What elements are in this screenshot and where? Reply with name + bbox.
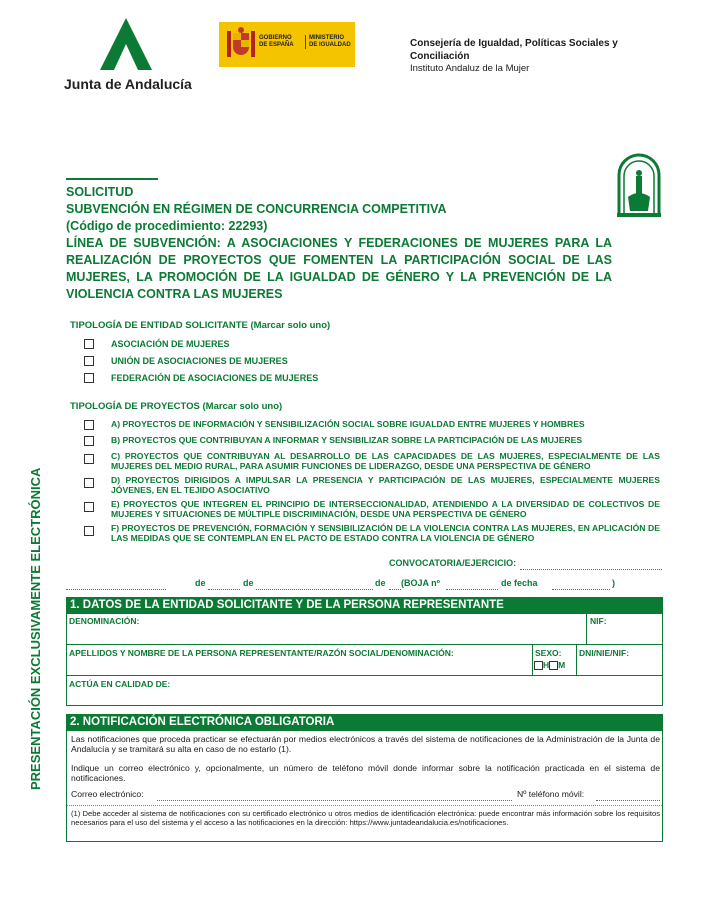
denominacion-input[interactable] — [67, 626, 584, 644]
correo-input[interactable] — [157, 791, 512, 801]
boja-field[interactable] — [446, 580, 498, 590]
checkbox-proyecto-f[interactable] — [84, 526, 94, 536]
de-label-3: de — [375, 578, 386, 588]
fecha-field[interactable] — [552, 580, 610, 590]
sexo-h-label: H — [543, 660, 550, 670]
gobierno-espana-logo — [219, 22, 355, 67]
junta-de-andalucia-logo — [64, 18, 192, 98]
dni-input[interactable] — [578, 659, 662, 675]
option-proyecto-f: F) PROYECTOS DE PREVENCIÓN, FORMACIÓN Y SENSIBILIZACIÓN DE LA VIOLENCIA CONTRA LAS MUJERES, EN APLICACIÓN DE LAS MEDIDAS QUE SE CONTEMPLAN EN EL PACTO DE ESTADO CONTRA LA VIOLENCIA DE GÉNERO — [111, 523, 660, 543]
checkbox-asociacion[interactable] — [84, 339, 94, 349]
close-paren: ) — [612, 578, 615, 588]
checkbox-union[interactable] — [84, 356, 94, 366]
option-proyecto-d: D) PROYECTOS DIRIGIDOS A IMPULSAR LA PRESENCIA Y PARTICIPACIÓN DE LAS MUJERES, ESPECIALMENTE MUJERES JÓVENES, EN EL TEJIDO ASOCIATIVO — [111, 475, 660, 495]
title-linea-1: LÍNEA DE SUBVENCIÓN: A ASOCIACIONES Y FEDERACIONES DE MUJERES PARA LA — [66, 236, 612, 250]
apellidos-input[interactable] — [67, 659, 532, 675]
divider — [576, 645, 577, 675]
proyectos-heading: TIPOLOGÍA DE PROYECTOS (Marcar solo uno) — [70, 401, 283, 412]
checkbox-proyecto-a[interactable] — [84, 420, 94, 430]
fecha-label: de fecha — [501, 578, 538, 588]
title-subvencion: SUBVENCIÓN EN RÉGIMEN DE CONCURRENCIA COMPETITIVA — [66, 202, 447, 216]
telefono-input[interactable] — [596, 791, 660, 801]
boja-label: (BOJA nº — [401, 578, 440, 588]
coat-of-arms-icon — [225, 27, 257, 62]
junta-name: Junta de Andalucía — [64, 76, 192, 92]
junta-a-icon — [100, 18, 152, 70]
title-codigo: (Código de procedimiento: 22293) — [66, 219, 268, 233]
divider — [532, 645, 533, 675]
sexo-label: SEXO: — [535, 648, 562, 658]
notificacion-text-1: Las notificaciones que proceda practicar se efectuarán por medios electrónicos a través del sistema de notificaciones de la Administración de la Junta de Andalucía y se tramitará su alta en caso de no estarlo (1). — [71, 734, 660, 754]
checkbox-proyecto-b[interactable] — [84, 436, 94, 446]
option-proyecto-a: A) PROYECTOS DE INFORMACIÓN Y SENSIBILIZACIÓN SOCIAL SOBRE IGUALDAD ENTRE MUJERES Y HOMBRES — [111, 419, 585, 429]
footnote: (1) Debe acceder al sistema de notificaciones con su certificado electrónico u otros medios de identificación electrónica: puede encontrar más información sobre los requisitos necesarios para el uso del sistema y el acceso a las notificaciones en la dirección: https://www.juntadeandalucia.es/notificaciones. — [71, 809, 660, 827]
title-linea-4: VIOLENCIA CONTRA LAS MUJERES — [66, 287, 283, 301]
option-proyecto-c: C) PROYECTOS QUE CONTRIBUYAN AL DESARROLLO DE LAS CAPACIDADES DE LAS MUJERES, ESPECIALMENTE DE LAS MUJERES DEL MEDIO RURAL, PARA ASUMIR FUNCIONES DE LIDERAZGO, DESDE UNA PERSPECTIVA DE GÉNERO — [111, 451, 660, 471]
actua-input[interactable] — [67, 689, 662, 705]
convocatoria-field-3[interactable] — [256, 580, 373, 590]
de-label-2: de — [243, 578, 254, 588]
option-union: UNIÓN DE ASOCIACIONES DE MUJERES — [111, 356, 288, 366]
representante-row — [66, 644, 663, 676]
option-proyecto-e: E) PROYECTOS QUE INTEGREN EL PRINCIPIO DE INTERSECCIONALIDAD, ATENDIENDO A LA DIVERSIDAD DE COLECTIVOS DE MUJERES Y SITUACIONES DE MÚLTIPLE DISCRIMINACIÓN, DESDE UNA PERSPECTIVA DE GÉNERO — [111, 499, 660, 519]
checkbox-federacion[interactable] — [84, 373, 94, 383]
checkbox-proyecto-e[interactable] — [84, 502, 94, 512]
title-solicitud: SOLICITUD — [66, 185, 134, 199]
andalucia-emblem-icon — [615, 153, 663, 219]
de-label-1: de — [195, 578, 206, 588]
consejeria-name: Consejería de Igualdad, Políticas Sociales y Conciliación — [410, 38, 618, 62]
convocatoria-field[interactable] — [520, 560, 662, 570]
sexo-m-label: M — [558, 660, 566, 670]
section-2-title: 2. NOTIFICACIÓN ELECTRÓNICA OBLIGATORIA — [66, 714, 663, 730]
convocatoria-field-1[interactable] — [66, 580, 166, 590]
entidad-heading: TIPOLOGÍA DE ENTIDAD SOLICITANTE (Marcar solo uno) — [70, 320, 331, 331]
nif-input[interactable] — [588, 626, 662, 644]
presentation-notice: PRESENTACIÓN EXCLUSIVAMENTE ELECTRÓNICA — [28, 467, 43, 790]
notificacion-text-2: Indique un correo electrónico y, opcionalmente, un número de teléfono móvil donde informar sobre la notificación practicada en el sistema de notificaciones. — [71, 763, 660, 783]
title-linea-2: REALIZACIÓN DE PROYECTOS QUE FOMENTEN LA PARTICIPACIÓN SOCIAL DE LAS — [66, 253, 612, 267]
title-rule — [66, 178, 158, 180]
divider — [67, 805, 662, 806]
correo-label: Correo electrónico: — [71, 789, 144, 799]
option-proyecto-b: B) PROYECTOS QUE CONTRIBUYAN A INFORMAR Y SENSIBILIZAR SOBRE LA PARTICIPACIÓN DE LAS MUJERES — [111, 435, 583, 445]
nif-label: NIF: — [590, 616, 607, 626]
actua-row — [66, 675, 663, 706]
checkbox-sexo-h[interactable] — [534, 661, 543, 670]
convocatoria-field-2[interactable] — [208, 580, 240, 590]
instituto-name: Instituto Andaluz de la Mujer — [410, 63, 530, 74]
telefono-label: Nº teléfono móvil: — [517, 789, 585, 799]
ministerio-text: MINISTERIO DE IGUALDAD — [305, 35, 351, 49]
notificacion-box — [66, 730, 663, 842]
denominacion-label: DENOMINACIÓN: — [69, 616, 140, 626]
section-1-title: 1. DATOS DE LA ENTIDAD SOLICITANTE Y DE LA PERSONA REPRESENTANTE — [66, 597, 663, 613]
option-federacion: FEDERACIÓN DE ASOCIACIONES DE MUJERES — [111, 373, 319, 383]
document-title — [66, 184, 612, 303]
denominacion-row — [66, 613, 663, 645]
dni-label: DNI/NIE/NIF: — [579, 648, 630, 658]
apellidos-label: APELLIDOS Y NOMBRE DE LA PERSONA REPRESENTANTE/RAZÓN SOCIAL/DENOMINACIÓN: — [69, 648, 454, 658]
actua-label: ACTÚA EN CALIDAD DE: — [69, 679, 171, 689]
checkbox-sexo-m[interactable] — [549, 661, 558, 670]
gobierno-text: GOBIERNO DE ESPAÑA — [259, 35, 294, 48]
convocatoria-field-4[interactable] — [389, 580, 401, 590]
divider — [586, 614, 587, 644]
checkbox-proyecto-d[interactable] — [84, 478, 94, 488]
checkbox-proyecto-c[interactable] — [84, 454, 94, 464]
option-asociacion: ASOCIACIÓN DE MUJERES — [111, 339, 230, 349]
sexo-options — [534, 660, 565, 670]
title-linea-3: MUJERES, LA PROMOCIÓN DE LA IGUALDAD DE GÉNERO Y LA PREVENCIÓN DE LA — [66, 270, 612, 284]
convocatoria-label: CONVOCATORIA/EJERCICIO: — [389, 558, 517, 568]
